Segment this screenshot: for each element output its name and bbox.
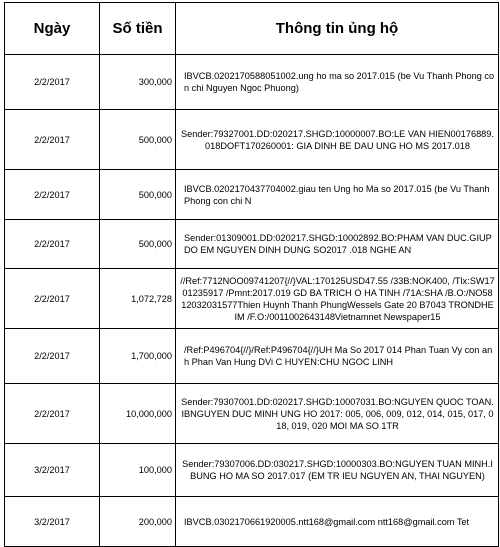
cell-info: Sender:79307001.DD:020217.SHGD:10007031.BO:NGUYEN QUOC TOAN.IBNGUYEN DUC MINH UNG HO 2017: 005, 006, 009, 012, 014, 015, 017, 018, 019, 020 MOI MA SO 1TR xyxy=(176,384,499,444)
table-row xyxy=(5,329,499,384)
cell-date: 2/2/2017 xyxy=(5,329,100,384)
table-row xyxy=(5,220,499,269)
header-amount: Số tiền xyxy=(100,3,176,55)
cell-amount: 1,700,000 xyxy=(100,329,176,384)
cell-info: //Ref:7712NOO09741207{//}VAL:170125USD47.55 /33B:NOK400, /Tlx:SW1701235917 /Pmnt:2017.019 GD BA TRICH O HA TINH /71A:SHA /B.O:/NO5812032031577Thien Huynh Thanh PhungWessels Gate 20 B7043 TRONDHEIM /F.O:/0011002643148Vietnamnet Newspaper15 xyxy=(176,269,499,329)
cell-date: 3/2/2017 xyxy=(5,497,100,547)
cell-info: IBVCB.0202170437704002.giau ten Ung ho Ma so 2017.015 (be Vu Thanh Phong con chi N xyxy=(176,170,499,220)
cell-amount: 500,000 xyxy=(100,220,176,269)
donation-table xyxy=(4,2,499,547)
cell-info: Sender:79327001.DD:020217.SHGD:10000007.BO:LE VAN HIEN00176889.018DOFT170260001: GIA DINH BE DAU UNG HO MS 2017.018 xyxy=(176,110,499,170)
cell-amount: 1,072,728 xyxy=(100,269,176,329)
table-row xyxy=(5,110,499,170)
cell-amount: 10,000,000 xyxy=(100,384,176,444)
cell-date: 2/2/2017 xyxy=(5,384,100,444)
cell-amount: 500,000 xyxy=(100,110,176,170)
cell-amount: 500,000 xyxy=(100,170,176,220)
table-row xyxy=(5,497,499,547)
header-date: Ngày xyxy=(5,3,100,55)
cell-amount: 100,000 xyxy=(100,444,176,497)
cell-amount: 300,000 xyxy=(100,55,176,110)
cell-info: IBVCB.0202170588051002.ung ho ma so 2017.015 (be Vu Thanh Phong con chi Nguyen Ngoc Phuong) xyxy=(176,55,499,110)
cell-date: 2/2/2017 xyxy=(5,55,100,110)
cell-date: 3/2/2017 xyxy=(5,444,100,497)
cell-date: 2/2/2017 xyxy=(5,269,100,329)
cell-info: Sender:79307006.DD:030217.SHGD:10000303.BO:NGUYEN TUAN MINH.IBUNG HO MA SO 2017.017 (EM TR IEU NGUYEN AN, THAI NGUYEN) xyxy=(176,444,499,497)
table-row xyxy=(5,269,499,329)
cell-date: 2/2/2017 xyxy=(5,110,100,170)
cell-date: 2/2/2017 xyxy=(5,220,100,269)
table-row xyxy=(5,384,499,444)
cell-info: /Ref:P496704{//}/Ref:P496704{//}UH Ma So 2017 014 Phan Tuan Vy con anh Phan Van Hung DVi C HUYEN:CHU NGOC LINH xyxy=(176,329,499,384)
cell-info: Sender:01309001.DD:020217.SHGD:10002892.BO:PHAM VAN DUC.GIUP DO EM NGUYEN DINH DUNG SO2017 .018 NGHE AN xyxy=(176,220,499,269)
header-info: Thông tin ủng hộ xyxy=(176,3,499,55)
header-row xyxy=(5,3,499,55)
cell-date: 2/2/2017 xyxy=(5,170,100,220)
table-row xyxy=(5,444,499,497)
cell-info: IBVCB.0302170661920005.ntt168@gmail.com ntt168@gmail.com Tet xyxy=(176,497,499,547)
table-row xyxy=(5,55,499,110)
cell-amount: 200,000 xyxy=(100,497,176,547)
table-row xyxy=(5,170,499,220)
